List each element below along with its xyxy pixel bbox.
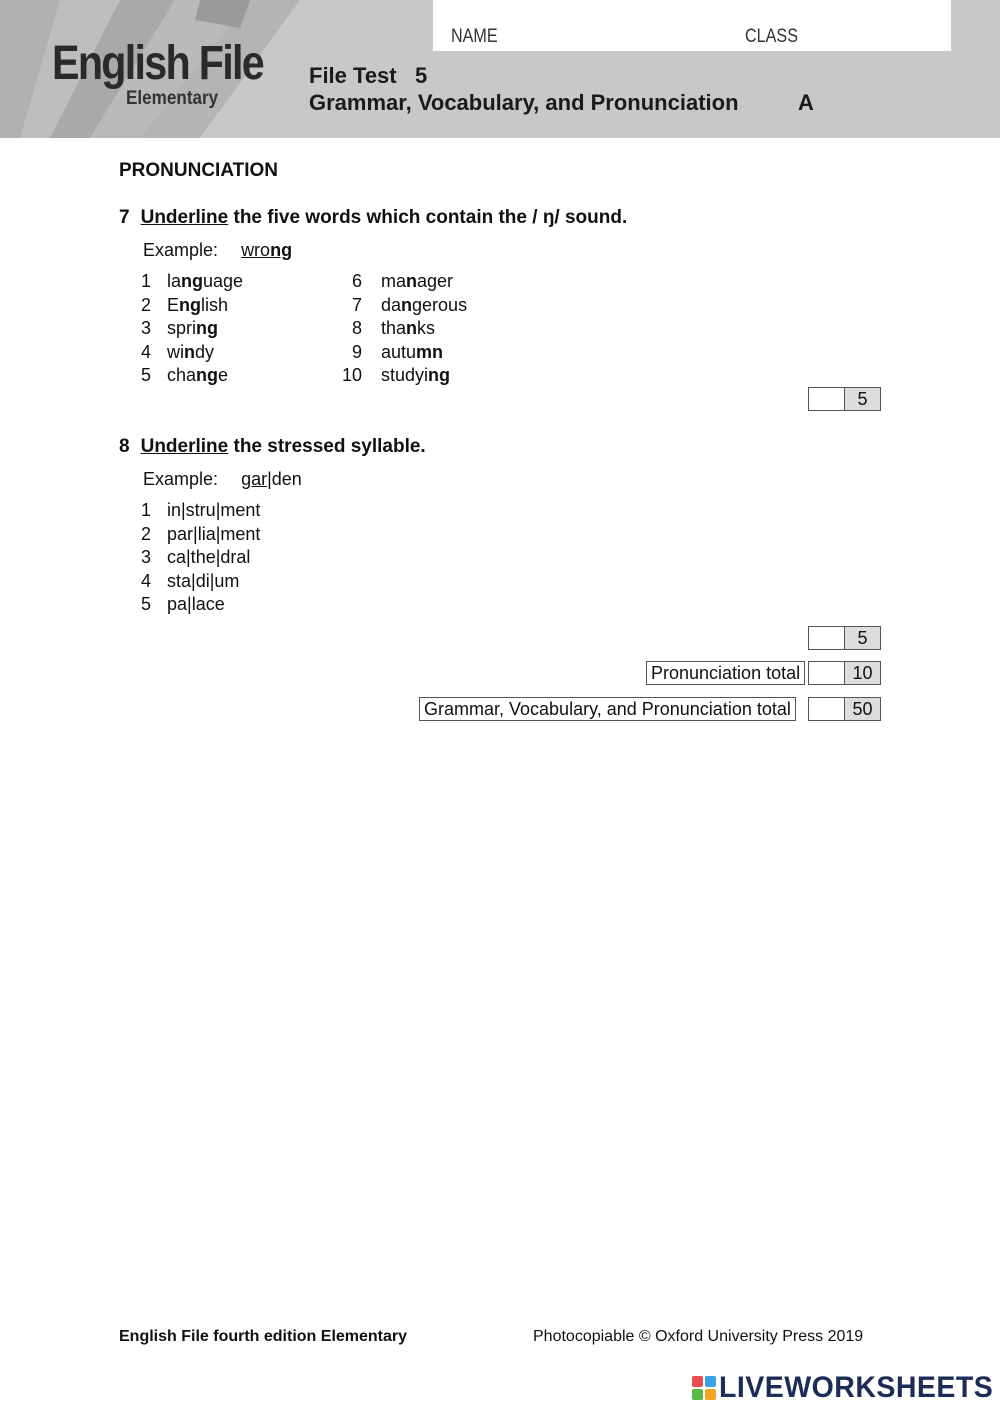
grand-total-label: Grammar, Vocabulary, and Pronunciation total (419, 697, 796, 721)
syllable-word[interactable]: par|lia|ment (167, 524, 261, 544)
question-7-heading (119, 207, 627, 229)
word-item[interactable] (381, 295, 467, 316)
item-number: 1 (140, 500, 151, 520)
test-subtitle: Grammar, Vocabulary, and Pronunciation (309, 90, 739, 115)
word-part-pre: studyi (381, 365, 429, 385)
example-rest: |den (267, 469, 302, 489)
word-part-pre: cha (167, 365, 197, 385)
word-item[interactable] (167, 365, 228, 386)
q8-score-box: 5 (844, 626, 881, 650)
item-number: 2 (140, 295, 151, 315)
question-8-heading (119, 436, 426, 458)
q8-example (143, 469, 302, 490)
word-part-post: ks (417, 318, 436, 338)
word-part-bold: n (184, 342, 195, 362)
question-number: 8 (119, 436, 130, 457)
grand-total-answer-box[interactable] (808, 697, 845, 721)
question-number: 7 (119, 207, 130, 228)
word-part-bold: n (401, 295, 413, 315)
footer-copyright: Photocopiable © Oxford University Press 2019 (533, 1328, 864, 1345)
class-label: CLASS (745, 26, 798, 47)
word-item[interactable] (167, 295, 228, 316)
instruction-underline: Underline (140, 436, 229, 457)
word-part-bold: mn (416, 342, 444, 362)
pronunciation-total-answer-box[interactable] (808, 661, 845, 685)
grand-total-score: 50 (844, 697, 881, 721)
item-number: 2 (140, 524, 151, 544)
word-part-bold: n (406, 271, 418, 291)
word-part-bold: ng (428, 365, 451, 385)
liveworksheets-brand[interactable] (692, 1372, 1000, 1404)
word-item[interactable] (381, 318, 435, 339)
word-part-post: ager (417, 271, 454, 291)
item-number: 6 (351, 271, 362, 291)
item-number: 4 (140, 571, 151, 591)
example-word (241, 240, 292, 260)
word-item[interactable] (167, 271, 243, 292)
syllable-word[interactable]: pa|lace (167, 594, 225, 614)
word-part-bold: n (406, 318, 418, 338)
word-part-pre: da (381, 295, 402, 315)
word-part-post: e (218, 365, 229, 385)
logo-subtitle: Elementary (126, 88, 219, 109)
example-label: Example: (143, 240, 219, 260)
name-label: NAME (451, 26, 498, 47)
word-part-post: lish (201, 295, 229, 315)
item-number: 3 (140, 318, 151, 338)
example-label: Example: (143, 469, 219, 489)
liveworksheets-logo-icon (692, 1376, 716, 1400)
word-item[interactable] (167, 318, 218, 339)
word-part-pre: la (167, 271, 182, 291)
q7-score-box: 5 (844, 387, 881, 411)
instruction-text: the stressed syllable. (228, 436, 426, 457)
pronunciation-total-score: 10 (844, 661, 881, 685)
word-item[interactable] (167, 342, 214, 363)
word-part-bold: ng (196, 365, 219, 385)
instruction-underline: Underline (140, 207, 229, 228)
word-part-pre: wi (167, 342, 184, 362)
item-number: 7 (351, 295, 362, 315)
q7-answer-box[interactable] (808, 387, 845, 411)
word-part-pre: tha (381, 318, 407, 338)
instruction-text: the five words which contain the / ŋ/ sound. (228, 207, 628, 228)
word-part-post: uage (203, 271, 244, 291)
item-number: 9 (351, 342, 362, 362)
item-number: 8 (351, 318, 362, 338)
word-item[interactable] (381, 271, 453, 292)
item-number: 3 (140, 547, 151, 567)
word-part-pre: autu (381, 342, 417, 362)
example-word-bold: ng (270, 240, 293, 260)
logo-title: English File (52, 37, 264, 90)
word-part-post: gerous (412, 295, 468, 315)
syllable-word[interactable]: ca|the|dral (167, 547, 251, 567)
example-word (241, 469, 302, 489)
test-version: A (798, 90, 814, 115)
word-part-bold: ng (196, 318, 219, 338)
syllable-word[interactable]: in|stru|ment (167, 500, 261, 520)
syllable-word[interactable]: sta|di|um (167, 571, 240, 591)
liveworksheets-text: LIVEWORKSHEETS (719, 1371, 994, 1404)
item-number: 5 (140, 365, 151, 385)
test-title: File Test 5 (309, 63, 428, 88)
word-item[interactable] (381, 342, 443, 363)
word-part-pre: ma (381, 271, 407, 291)
example-word-plain: wro (241, 240, 271, 260)
section-title: PRONUNCIATION (119, 160, 279, 181)
item-number: 5 (140, 594, 151, 614)
q8-answer-box[interactable] (808, 626, 845, 650)
word-item[interactable] (381, 365, 450, 386)
pronunciation-total-label: Pronunciation total (646, 661, 805, 685)
word-part-pre: spri (167, 318, 197, 338)
name-class-box (433, 0, 951, 51)
footer-edition: English File fourth edition Elementary (119, 1328, 408, 1345)
item-number: 1 (140, 271, 151, 291)
item-number: 10 (342, 365, 363, 385)
example-stressed: gar (241, 469, 268, 489)
word-part-post: dy (195, 342, 215, 362)
word-part-bold: ng (181, 271, 204, 291)
word-part-pre: E (167, 295, 180, 315)
q7-example (143, 240, 292, 261)
word-part-bold: ng (179, 295, 202, 315)
item-number: 4 (140, 342, 151, 362)
